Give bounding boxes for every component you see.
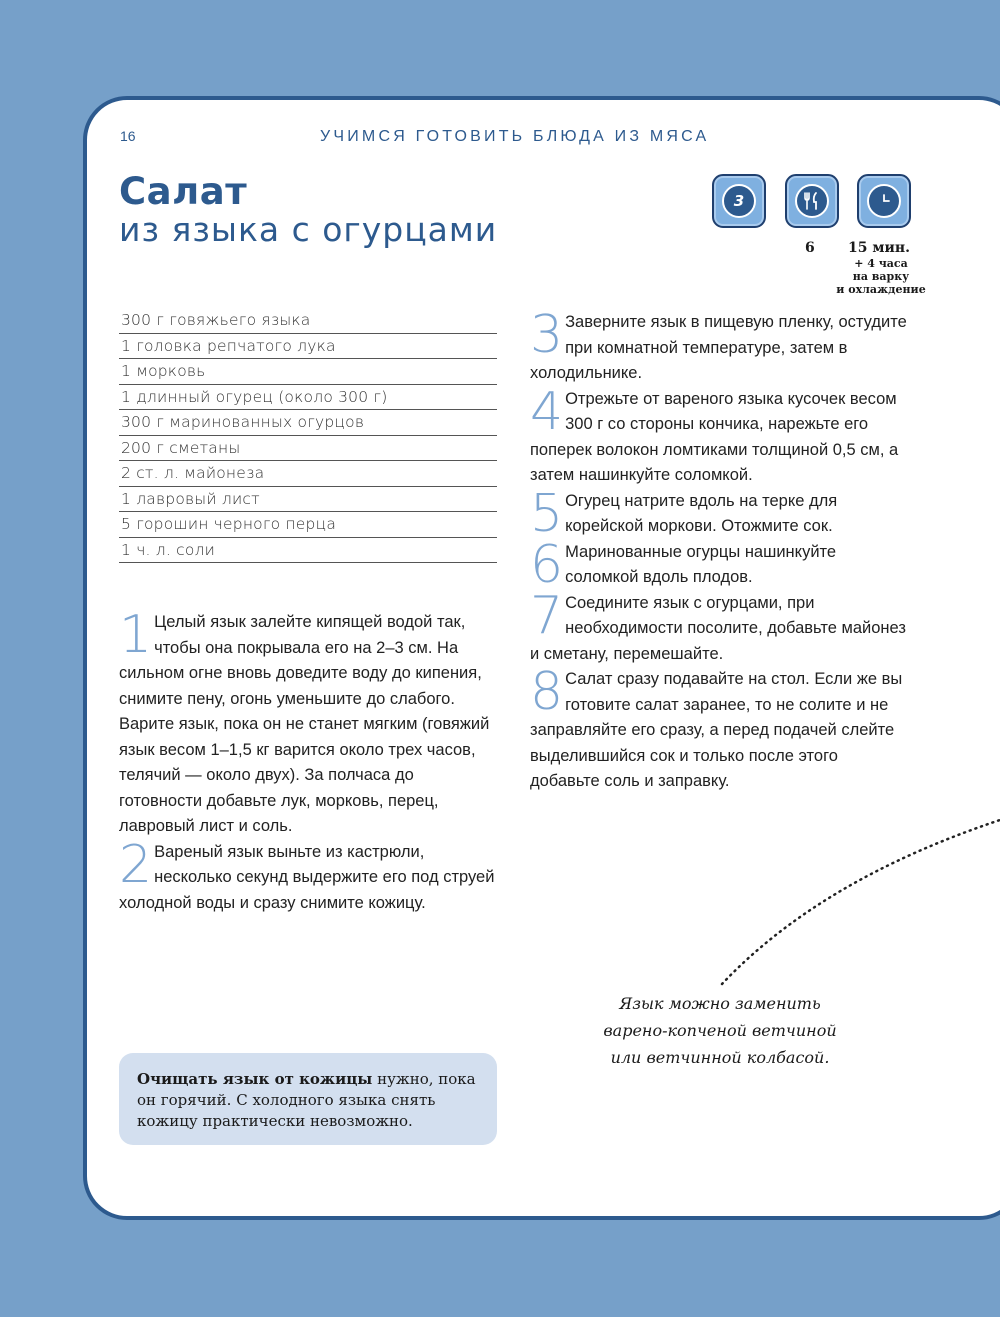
ingredient-item: 300 г маринованных огурцов xyxy=(119,410,497,436)
step-number: 5 xyxy=(530,483,564,544)
tip-text: нужно, пока он горячий. С холодного языка снять кожицу практически невозможно. xyxy=(137,1070,476,1130)
time-note-line: + 4 часа xyxy=(854,257,908,270)
recipe-title: Салат xyxy=(119,170,248,213)
ingredient-item: 2 ст. л. майонеза xyxy=(119,461,497,487)
ingredient-item: 1 морковь xyxy=(119,359,497,385)
ingredient-item: 300 г говяжьего языка xyxy=(119,308,497,334)
steps-column-right xyxy=(530,305,910,795)
step-7 xyxy=(530,585,910,668)
step-2 xyxy=(119,834,499,917)
ingredient-item: 1 длинный огурец (около 300 г) xyxy=(119,385,497,411)
step-3 xyxy=(530,305,910,387)
time-note-line: и охлаждение xyxy=(836,283,926,296)
step-text: Целый язык залейте кипящей водой так, чтобы она покрывала его на 2–3 см. На сильном огне вновь доведите воду до кипения, снимите пену, огонь уменьшите до слабого. Варите язык, пока он не станет мягким (говяжий язык весом 1–1,5 кг варится около трех часов, телячий — около двух). За полчаса до готовности добавьте лук, морковь, перец, лавровый лист и соль. xyxy=(119,613,490,835)
step-4 xyxy=(530,381,910,489)
tip-bold: Очищать язык от кожицы xyxy=(137,1070,373,1088)
recipe-subtitle: из языка с огурцами xyxy=(119,210,498,249)
step-5 xyxy=(530,483,910,544)
clock-circle xyxy=(867,184,901,218)
handnote-line: варено-копченой ветчиной xyxy=(603,1021,837,1040)
step-8 xyxy=(530,662,910,795)
step-text: Заверните язык в пищевую пленку, остудите при комнатной температуре, затем в холодильнике. xyxy=(530,313,907,382)
step-text: Вареный язык выньте из кастрюли, несколько секунд выдержите его под струей холодной воды и сразу снимите кожицу. xyxy=(119,842,495,912)
step-number: 8 xyxy=(530,662,564,722)
ingredient-item: 1 ч. л. соли xyxy=(119,538,497,564)
difficulty-level: 3 xyxy=(722,184,756,218)
step-number: 1 xyxy=(119,605,153,665)
ingredient-item: 1 головка репчатого лука xyxy=(119,334,497,360)
step-number: 6 xyxy=(530,534,564,595)
step-text: Соедините язык с огурцами, при необходимости посолите, добавьте майонез и сметану, перемешайте. xyxy=(530,593,906,663)
step-number: 3 xyxy=(530,305,564,365)
page-number: 16 xyxy=(120,128,136,144)
time-note xyxy=(826,257,936,296)
step-number: 7 xyxy=(530,585,564,646)
step-text: Салат сразу подавайте на стол. Если же вы готовите салат заранее, то не солите и не заправляйте его сразу, а перед подачей слейте выделившийся сок и только после этого добавьте соль и заправку. xyxy=(530,670,903,790)
step-text: Отрежьте от вареного языка кусочек весом 300 г со стороны кончика, нарежьте его поперек волокон ломтиками толщиной 0,5 см, а затем нашинкуйте соломкой. xyxy=(530,389,899,484)
steps-column-left xyxy=(119,605,499,916)
fork-knife-icon xyxy=(785,174,839,228)
step-text: Маринованные огурцы нашинкуйте соломкой вдоль плодов. xyxy=(565,542,837,586)
fork-knife-circle xyxy=(795,184,829,218)
clock-glyph xyxy=(874,191,894,211)
servings-value: 6 xyxy=(805,240,815,256)
step-1 xyxy=(119,605,499,840)
fork-knife-glyph xyxy=(802,191,822,211)
difficulty-icon xyxy=(712,174,766,228)
handwritten-note xyxy=(590,990,850,1071)
ingredient-item: 200 г сметаны xyxy=(119,436,497,462)
time-note-line: на варку xyxy=(852,270,910,283)
ingredient-item: 1 лавровый лист xyxy=(119,487,497,513)
time-value: 15 мин. xyxy=(848,240,911,256)
clock-icon xyxy=(857,174,911,228)
step-text: Огурец натрите вдоль на терке для корейской моркови. Отожмите сок. xyxy=(565,491,838,535)
handnote-line: или ветчинной колбасой. xyxy=(610,1048,830,1067)
ingredients-list xyxy=(119,308,497,563)
tip-box xyxy=(119,1053,497,1145)
running-head: УЧИМСЯ ГОТОВИТЬ БЛЮДА ИЗ МЯСА xyxy=(320,128,710,145)
step-number: 4 xyxy=(530,381,564,442)
step-number: 2 xyxy=(119,834,153,895)
step-6 xyxy=(530,534,910,595)
handnote-line: Язык можно заменить xyxy=(619,994,821,1013)
dotted-curve xyxy=(700,800,1000,990)
ingredient-item: 5 горошин черного перца xyxy=(119,512,497,538)
